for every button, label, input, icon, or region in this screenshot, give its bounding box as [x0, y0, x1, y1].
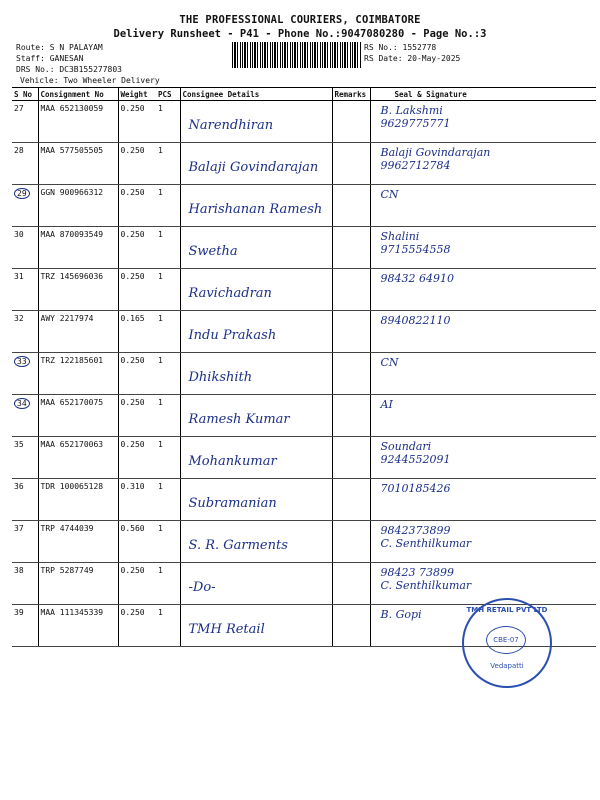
col-sno: S No	[12, 88, 38, 101]
row-signature	[370, 479, 596, 521]
signature-line-1: CN	[380, 356, 399, 369]
row-sno	[12, 479, 38, 521]
runsheet-subtitle: Delivery Runsheet - P41 - Phone No.:9047080280 - Page No.:3	[113, 28, 487, 40]
signature-line-2: 8940822110	[380, 314, 451, 327]
row-consignee	[180, 353, 332, 395]
table-row	[12, 395, 596, 437]
sno-value: 29	[14, 188, 30, 199]
sno-value: 33	[14, 356, 30, 367]
table-header-row	[12, 88, 596, 101]
row-signature	[370, 395, 596, 437]
row-pcs: 1	[156, 311, 180, 353]
row-remarks	[332, 395, 370, 437]
consignee-name: Ravichadran	[188, 286, 272, 301]
row-weight: 0.250	[118, 395, 156, 437]
row-consignee	[180, 521, 332, 563]
consignee-name: Balaji Govindarajan	[188, 160, 319, 175]
col-consignment: Consignment No	[38, 88, 118, 101]
company-title: THE PROFESSIONAL COURIERS, COIMBATORE	[179, 14, 421, 26]
signature-line-2: 7010185426	[380, 482, 451, 495]
table-row	[12, 185, 596, 227]
consignee-name: Narendhiran	[188, 118, 274, 133]
sno-value: 30	[14, 230, 24, 239]
row-consignment: MAA 870093549	[38, 227, 118, 269]
route-label: Route: S N PALAYAM	[16, 43, 103, 52]
row-weight: 0.250	[118, 437, 156, 479]
signature-line-1: 9842373899	[380, 524, 451, 537]
row-consignee	[180, 605, 332, 647]
row-signature	[370, 521, 596, 563]
table-row	[12, 143, 596, 185]
row-remarks	[332, 605, 370, 647]
signature-line-1: B. Gopi	[380, 608, 422, 621]
consignee-name: -Do-	[188, 580, 216, 595]
row-pcs: 1	[156, 269, 180, 311]
sno-value: 32	[14, 314, 24, 323]
row-consignment: MAA 577505505	[38, 143, 118, 185]
consignee-name: TMH Retail	[188, 622, 265, 637]
row-consignee	[180, 227, 332, 269]
signature-line-2: 9962712784	[380, 159, 451, 172]
row-sno	[12, 563, 38, 605]
row-pcs: 1	[156, 437, 180, 479]
row-pcs: 1	[156, 101, 180, 143]
row-weight: 0.250	[118, 563, 156, 605]
row-weight: 0.165	[118, 311, 156, 353]
row-pcs: 1	[156, 185, 180, 227]
row-sno	[12, 269, 38, 311]
row-pcs: 1	[156, 353, 180, 395]
signature-line-1: Balaji Govindarajan	[380, 146, 491, 159]
row-consignment: TRP 5287749	[38, 563, 118, 605]
row-consignment: TRP 4744039	[38, 521, 118, 563]
stamp-place: Vedapatti	[490, 662, 524, 670]
row-sno	[12, 101, 38, 143]
row-remarks	[332, 101, 370, 143]
col-remarks: Remarks	[332, 88, 370, 101]
row-remarks	[332, 227, 370, 269]
row-consignment: MAA 652170075	[38, 395, 118, 437]
col-pcs: PCS	[156, 88, 180, 101]
row-signature	[370, 143, 596, 185]
row-signature	[370, 353, 596, 395]
row-remarks	[332, 521, 370, 563]
signature-line-1: Soundari	[380, 440, 432, 453]
row-sno	[12, 395, 38, 437]
signature-line-1: AI	[380, 398, 393, 411]
row-remarks	[332, 353, 370, 395]
stamp-code: CBE-07	[486, 626, 526, 654]
row-weight: 0.250	[118, 227, 156, 269]
stamp-company: TMH RETAIL PVT LTD	[466, 606, 548, 614]
row-pcs: 1	[156, 563, 180, 605]
row-remarks	[332, 269, 370, 311]
row-consignment: MAA 111345339	[38, 605, 118, 647]
barcode	[232, 42, 362, 68]
row-sno	[12, 353, 38, 395]
signature-line-1: Shalini	[380, 230, 420, 243]
sno-value: 39	[14, 608, 24, 617]
row-weight: 0.250	[118, 353, 156, 395]
row-consignee	[180, 437, 332, 479]
sno-value: 27	[14, 104, 24, 113]
row-consignee	[180, 311, 332, 353]
row-weight: 0.310	[118, 479, 156, 521]
consignee-name: Indu Prakash	[188, 328, 277, 343]
row-signature	[370, 185, 596, 227]
sno-value: 34	[14, 398, 30, 409]
staff-label: Staff: GANESAN	[16, 54, 84, 63]
row-signature	[370, 101, 596, 143]
vehicle-label: Vehicle: Two Wheeler Delivery	[20, 76, 160, 85]
row-signature	[370, 437, 596, 479]
row-consignee	[180, 185, 332, 227]
row-sno	[12, 521, 38, 563]
row-weight: 0.250	[118, 605, 156, 647]
row-remarks	[332, 479, 370, 521]
col-signature: Seal & Signature	[370, 88, 596, 101]
row-weight: 0.250	[118, 269, 156, 311]
row-remarks	[332, 437, 370, 479]
row-remarks	[332, 311, 370, 353]
signature-line-2: C. Senthilkumar	[380, 537, 472, 550]
consignee-name: Ramesh Kumar	[188, 412, 290, 427]
row-consignment: TRZ 122185601	[38, 353, 118, 395]
consignee-name: Dhikshith	[188, 370, 253, 385]
row-consignee	[180, 101, 332, 143]
consignee-name: Mohankumar	[188, 454, 277, 469]
row-sno	[12, 437, 38, 479]
row-sno	[12, 143, 38, 185]
table-row	[12, 353, 596, 395]
row-consignee	[180, 563, 332, 605]
row-weight: 0.250	[118, 143, 156, 185]
signature-line-1: 98432 64910	[380, 272, 454, 285]
row-pcs: 1	[156, 395, 180, 437]
col-weight: Weight	[118, 88, 156, 101]
sno-value: 28	[14, 146, 24, 155]
table-row	[12, 437, 596, 479]
drs-number: DRS No.: DC3B155277803	[16, 65, 122, 74]
row-consignee	[180, 143, 332, 185]
row-remarks	[332, 185, 370, 227]
row-signature	[370, 311, 596, 353]
signature-line-1: 98423 73899	[380, 566, 454, 579]
table-row	[12, 311, 596, 353]
row-signature	[370, 227, 596, 269]
signature-line-2: 9244552091	[380, 453, 451, 466]
row-pcs: 1	[156, 143, 180, 185]
company-seal-stamp	[462, 598, 552, 688]
row-sno	[12, 227, 38, 269]
row-consignment: MAA 652170063	[38, 437, 118, 479]
row-sno	[12, 185, 38, 227]
row-consignee	[180, 479, 332, 521]
rs-number: RS No.: 1552778	[364, 43, 437, 52]
row-consignment: GGN 900966312	[38, 185, 118, 227]
sno-value: 38	[14, 566, 24, 575]
signature-line-1: CN	[380, 188, 399, 201]
consignee-name: Swetha	[188, 244, 238, 259]
row-remarks	[332, 563, 370, 605]
row-consignment: MAA 652130059	[38, 101, 118, 143]
col-consignee: Consignee Details	[180, 88, 332, 101]
row-pcs: 1	[156, 227, 180, 269]
table-row	[12, 269, 596, 311]
sno-value: 36	[14, 482, 24, 491]
row-consignment: TRZ 145696036	[38, 269, 118, 311]
sno-value: 31	[14, 272, 24, 281]
delivery-table	[12, 87, 596, 647]
row-weight: 0.250	[118, 101, 156, 143]
signature-line-2: 9629775771	[380, 117, 451, 130]
row-consignee	[180, 269, 332, 311]
table-row	[12, 101, 596, 143]
row-weight: 0.560	[118, 521, 156, 563]
row-signature	[370, 563, 596, 605]
sno-value: 37	[14, 524, 24, 533]
row-sno	[12, 311, 38, 353]
consignee-name: S. R. Garments	[188, 538, 288, 553]
signature-line-1: B. Lakshmi	[380, 104, 443, 117]
row-consignment: TDR 100065128	[38, 479, 118, 521]
row-pcs: 1	[156, 479, 180, 521]
row-pcs: 1	[156, 521, 180, 563]
row-pcs: 1	[156, 605, 180, 647]
signature-line-2: 9715554558	[380, 243, 451, 256]
table-row	[12, 227, 596, 269]
signature-line-2: C. Senthilkumar	[380, 579, 472, 592]
table-row	[12, 521, 596, 563]
sno-value: 35	[14, 440, 24, 449]
table-row	[12, 479, 596, 521]
row-remarks	[332, 143, 370, 185]
consignee-name: Subramanian	[188, 496, 277, 511]
row-sno	[12, 605, 38, 647]
rs-date: RS Date: 20-May-2025	[364, 54, 461, 63]
row-weight: 0.250	[118, 185, 156, 227]
row-consignment: AWY 2217974	[38, 311, 118, 353]
consignee-name: Harishanan Ramesh	[188, 202, 323, 217]
row-consignee	[180, 395, 332, 437]
row-signature	[370, 269, 596, 311]
